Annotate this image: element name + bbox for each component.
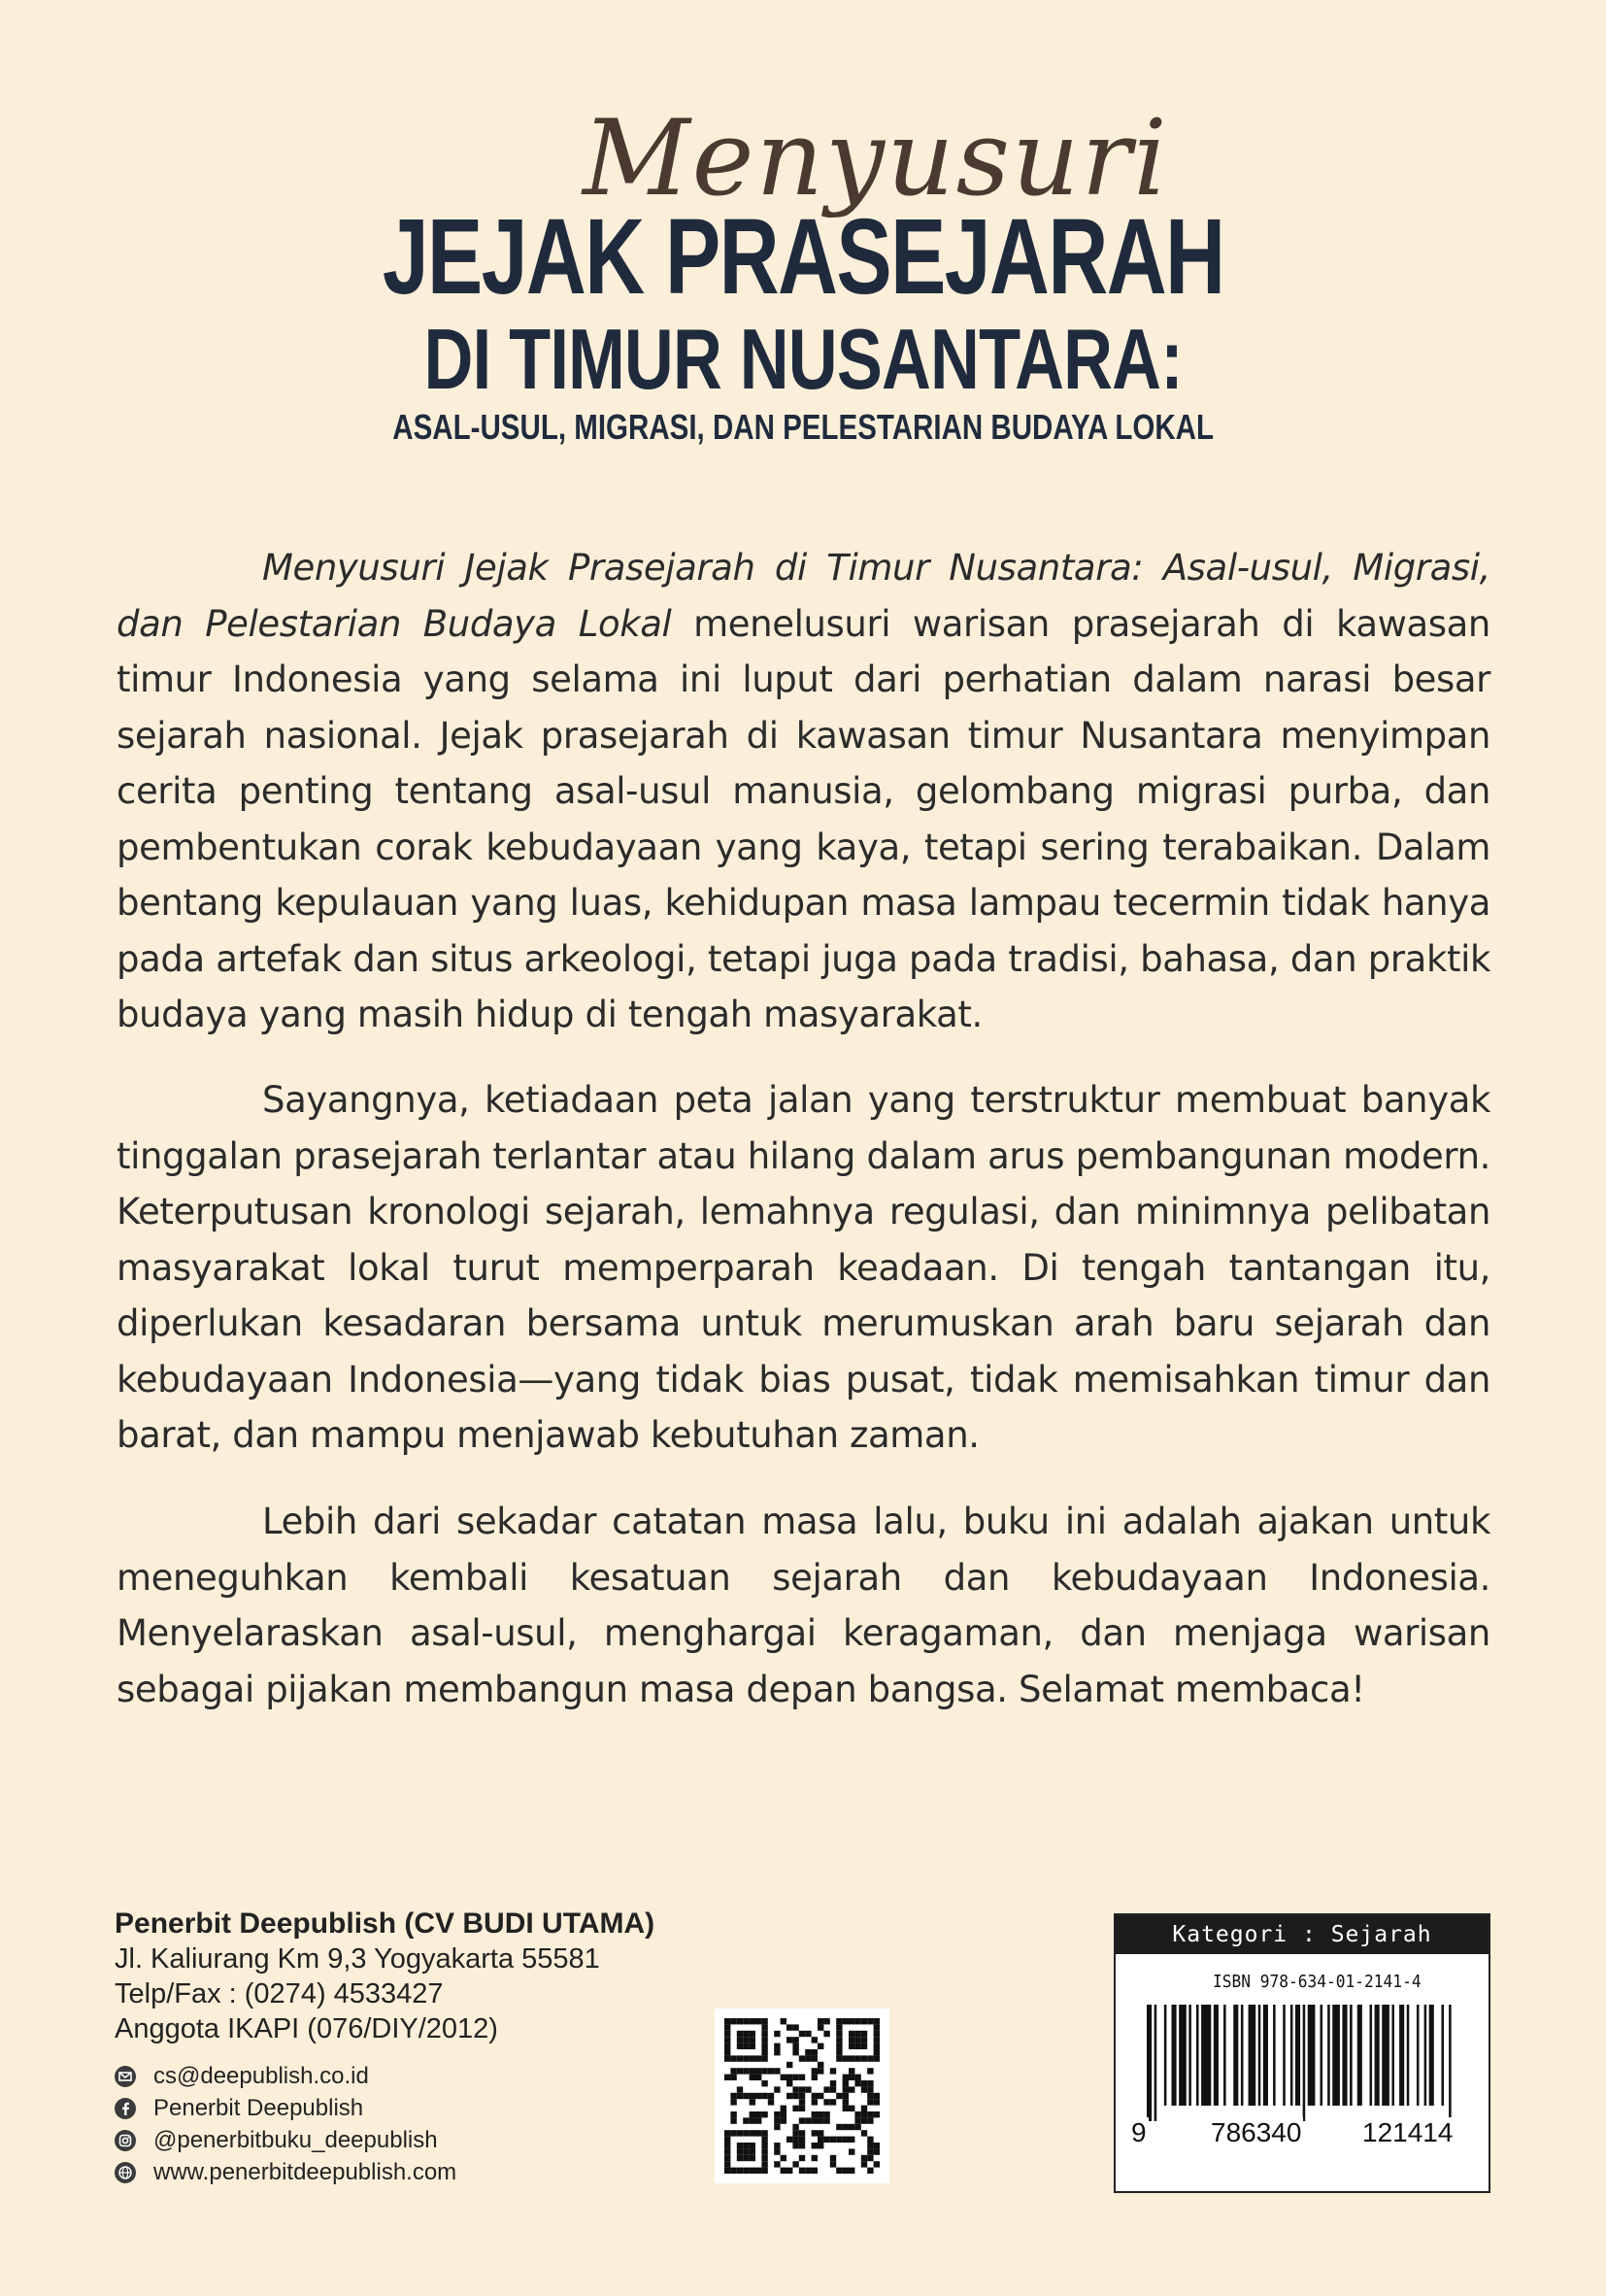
globe-icon: [115, 2162, 136, 2183]
qr-code-graphic: [715, 2009, 889, 2183]
publisher-phone: Telp/Fax : (0274) 4533427: [115, 1978, 444, 2009]
email-icon: [115, 2066, 136, 2087]
synopsis-paragraph-1: [117, 540, 1490, 1043]
facebook-icon: [115, 2098, 136, 2119]
paragraph-1-text: menelusuri warisan prasejarah di kawasan timur Indonesia yang selama ini luput dari perhatian dalam narasi besar sejarah nasional. Jejak prasejarah di kawasan timur Nusantara menyimpan cerita penting tentang asal-usul manusia, gelombang migrasi purba, dan pembentukan corak kebudayaan yang kaya, tetapi sering terabaikan. Dalam bentang kepulauan yang luas, kehidupan masa lampau tecermin tidak hanya pada artefak dan situs arkeologi, tetapi juga pada tradisi, bahasa, dan praktik budaya yang masih hidup di tengah masyarakat.: [117, 602, 1490, 1035]
contact-website-text: www.penerbitdeepublish.com: [153, 2158, 457, 2185]
category-label: Kategori : Sejarah: [1116, 1915, 1489, 1954]
contact-email[interactable]: [115, 2060, 717, 2092]
script-title-word: Menyusuri: [583, 98, 1169, 219]
instagram-icon: [115, 2130, 136, 2151]
contact-facebook[interactable]: [115, 2092, 717, 2124]
paragraph-3-text: Lebih dari sekadar catatan masa lalu, buku ini adalah ajakan untuk meneguhkan kembali kesatuan sejarah dan kebudayaan Indonesia. Menyelaraskan asal-usul, menghargai keragaman, dan menjaga warisan sebagai pijakan membangun masa depan bangsa. Selamat membaca!: [117, 1501, 1490, 1710]
subtitle: ASAL-USUL, MIGRASI, DAN PELESTARIAN BUDAYA LOKAL: [392, 407, 1215, 447]
publisher-address: Jl. Kaliurang Km 9,3 Yogyakarta 55581: [115, 1943, 600, 1975]
publisher-membership: Anggota IKAPI (076/DIY/2012): [115, 2013, 498, 2044]
contact-instagram[interactable]: [115, 2124, 717, 2156]
synopsis-paragraph-3: [117, 1494, 1490, 1717]
ean-barcode: [1139, 2005, 1469, 2121]
barcode-digit-first: 9: [1131, 2117, 1147, 2147]
barcode-digit-group-2: 121414: [1362, 2117, 1454, 2147]
publisher-info: [115, 1907, 717, 2188]
contact-instagram-text: @penerbitbuku_deepublish: [153, 2126, 438, 2153]
contact-website[interactable]: [115, 2156, 717, 2188]
contact-email-text: cs@deepublish.co.id: [153, 2062, 369, 2089]
qr-code[interactable]: [715, 2009, 889, 2183]
barcode-digits: [1129, 2117, 1489, 2152]
book-title-italic: Menyusuri Jejak Prasejarah di Timur Nusantara: Asal-usul, Migrasi, dan Pelestarian Budaya Lokal: [117, 547, 1490, 645]
title-line-2: DI TIMUR NUSANTARA:: [423, 311, 1183, 407]
contact-list: [115, 2060, 717, 2188]
contact-facebook-text: Penerbit Deepublish: [153, 2094, 364, 2121]
isbn-text: ISBN 978-634-01-2141-4: [1213, 1972, 1422, 1992]
publisher-name: Penerbit Deepublish (CV BUDI UTAMA): [115, 1908, 655, 1940]
title-line-1: JEJAK PRASEJARAH: [382, 197, 1224, 317]
barcode-digit-group-1: 786340: [1211, 2117, 1302, 2147]
paragraph-2-text: Sayangnya, ketiadaan peta jalan yang terstruktur membuat banyak tinggalan prasejarah terlantar atau hilang dalam arus pembangunan modern. Keterputusan kronologi sejarah, lemahnya regulasi, dan minimnya pelibatan masyarakat lokal turut memperparah keadaan. Di tengah tantangan itu, diperlukan kesadaran bersama untuk merumuskan arah baru sejarah dan kebudayaan Indonesia—yang tidak bias pusat, tidak memisahkan timur dan barat, dan mampu menjawab kebutuhan zaman.: [117, 1079, 1490, 1456]
synopsis-paragraph-2: [117, 1072, 1490, 1464]
barcode-panel: [1114, 1913, 1490, 2193]
